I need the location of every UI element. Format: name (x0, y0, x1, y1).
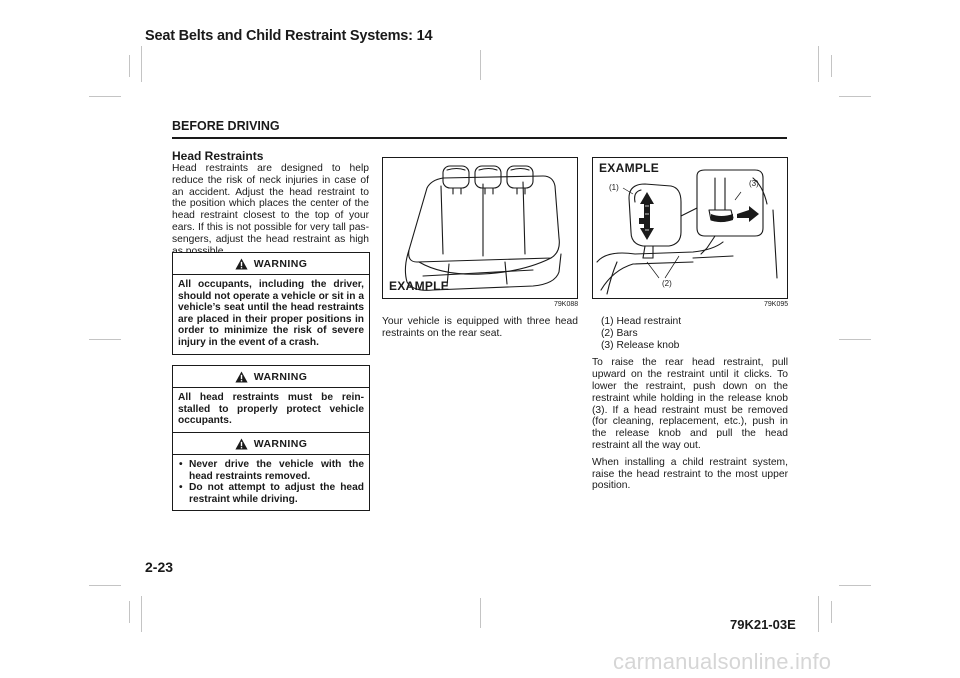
intro-block (172, 150, 369, 257)
callout-2: (2) (662, 279, 672, 288)
legend-item: (3) Release knob (601, 339, 680, 351)
warning-box (172, 432, 370, 511)
figure-head-restraint (592, 157, 788, 299)
figure-code: 79K088 (554, 301, 579, 308)
warning-label: WARNING (253, 370, 308, 383)
crop-mark (480, 50, 481, 80)
crop-mark (141, 46, 142, 82)
crop-mark (89, 585, 121, 586)
figure-legend (601, 316, 788, 351)
figure-rear-seat (382, 157, 578, 299)
crop-mark (818, 596, 819, 632)
warning-header (173, 433, 369, 455)
crop-mark (831, 55, 832, 77)
crop-mark (839, 585, 871, 586)
warning-item: • Never drive the vehicle with the head restraints removed. (178, 459, 364, 482)
crop-mark (480, 598, 481, 628)
legend-item: (2) Bars (601, 327, 638, 339)
section-heading: Head Restraints (172, 149, 264, 163)
document-code: 79K21-03E (730, 617, 796, 632)
section-title: BEFORE DRIVING (172, 119, 280, 133)
col2-paragraph: Your vehicle is equipped with three head restraints on the rear seat. (382, 316, 578, 339)
col2-block (382, 316, 578, 340)
warning-triangle-icon (235, 438, 248, 450)
warning-label: WARNING (253, 437, 308, 450)
warning-label: WARNING (253, 257, 308, 270)
crop-mark (839, 96, 871, 97)
chapter-title: Seat Belts and Child Restraint Systems: 14 (145, 28, 433, 44)
intro-paragraph: Head restraints are designed to help reduce the risk of neck injuries in case of an accident. Adjust the head restraint to the position which places the center of the head restraint closest to the top of your ears. If this is not possible for very tall pas-sengers, adjust the head restraint as high (172, 163, 369, 245)
warning-text: All occupants, including the driver, should not operate a vehicle or sit in a vehicle’s seat until the head restraints are placed in their proper positions in order to minimize the risk of severe injury in the event of a crash. (178, 279, 364, 348)
col3-block (592, 316, 788, 497)
crop-mark (129, 601, 130, 623)
crop-mark (818, 46, 819, 82)
figure-code: 79K095 (764, 301, 789, 308)
warning-text (173, 455, 369, 510)
warning-box (172, 365, 370, 433)
warning-header (173, 366, 369, 388)
callout-1: (1) (609, 183, 619, 192)
crop-mark (831, 601, 832, 623)
warning-header (173, 253, 369, 275)
legend-item: (1) Head restraint (601, 316, 682, 327)
callout-3: (3) (749, 179, 759, 188)
instructions-paragraph: When installing a child restraint system, raise the head restraint to the most upper position. (592, 456, 788, 492)
instructions-paragraph: To raise the rear head restraint, pull upward on the restraint until it clicks. To lower the restraint, push down on the restraint while holding in the release knob (3). If a head restraint must be removed (for cleaning, replacement, etc.), push in the release knob and pull the head restraint all the way out. (592, 357, 788, 451)
crop-mark (141, 596, 142, 632)
crop-mark (839, 339, 871, 340)
figure-label: EXAMPLE (599, 161, 660, 175)
warning-text: All head restraints must be rein-stalled to properly protect vehicle occupants. (178, 392, 364, 427)
rear-seat-illustration (383, 158, 577, 298)
header-rule (172, 137, 787, 139)
watermark: carmanualsonline.info (613, 649, 832, 674)
crop-mark (129, 55, 130, 77)
page-number: 2-23 (145, 559, 174, 575)
warning-item: • Do not attempt to adjust the head restraint while driving. (178, 482, 364, 505)
warning-triangle-icon (235, 371, 248, 383)
warning-triangle-icon (235, 258, 248, 270)
crop-mark (89, 339, 121, 340)
warning-box (172, 252, 370, 355)
figure-label: EXAMPLE (389, 279, 450, 293)
crop-mark (89, 96, 121, 97)
